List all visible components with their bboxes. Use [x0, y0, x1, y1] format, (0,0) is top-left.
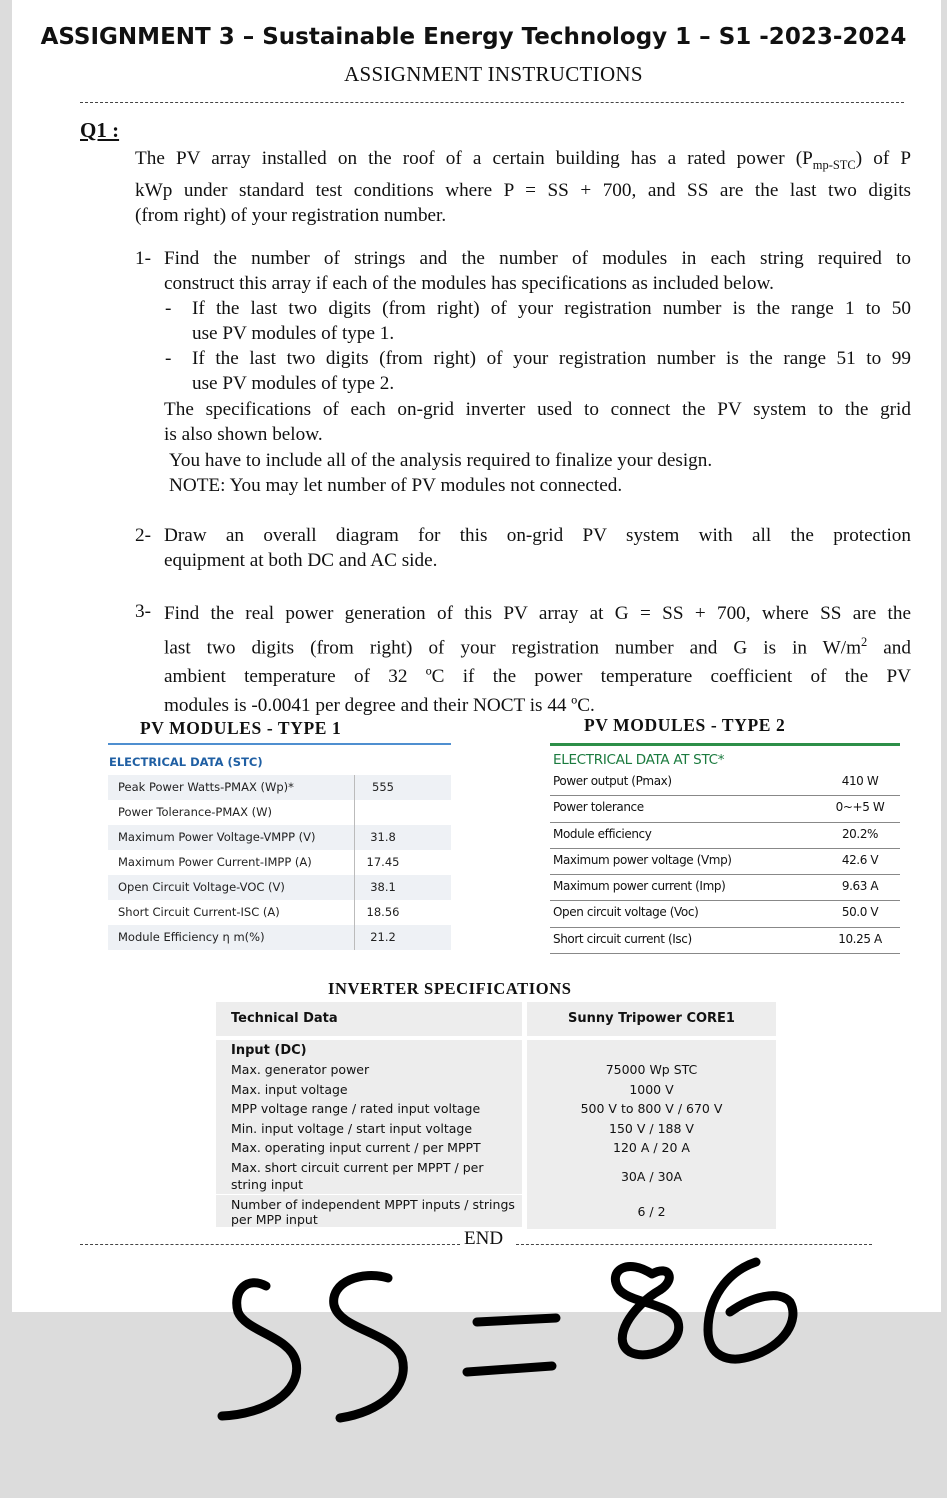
table-row: Open circuit voltage (Voc) 50.0 V	[550, 901, 900, 927]
bullet2-mark: -	[165, 348, 172, 369]
bullet2-text: If the last two digits (from right) of your registration number is the range 51 to 99 use PV modules of type 2.	[192, 348, 911, 394]
table-row: Maximum Power Current-IMPP (A) 17.45	[108, 850, 451, 875]
type2-header: ELECTRICAL DATA AT STC*	[550, 743, 900, 770]
assignment-subtitle: ASSIGNMENT INSTRUCTIONS	[344, 62, 643, 86]
task1-number: 1-	[135, 248, 151, 269]
task3-text: Find the real power generation of this PV array at G = SS + 700, where SS are the last two digits (from right) of your registration number and G is in $W/m^2$ and ambient temperature of 32 ºC if the power temperature coefficient of the PV modules is -0.0041 per degree and their NOCT is 44 ºC.	[164, 603, 911, 717]
type2-title: PV MODULES - TYPE 2	[584, 715, 786, 735]
include-analysis-line: You have to include all of the analysis required to finalize your design.	[169, 450, 713, 471]
bullet1-text: If the last two digits (from right) of your registration number is the range 1 to 50 use PV modules of type 1.	[192, 298, 911, 344]
handwriting-digit-8	[615, 1267, 678, 1355]
question-label: Q1 :	[80, 118, 120, 142]
table-row: Power output (Pmax) 410 W	[550, 770, 900, 796]
task3-number: 3-	[135, 601, 151, 622]
inverter-section-row: Input (DC)	[216, 1040, 776, 1060]
handwriting-digit-6	[708, 1262, 793, 1359]
handwriting-equals-top	[477, 1318, 556, 1322]
table-row: Power Tolerance-PMAX (W)	[108, 800, 451, 825]
table-row: Max. input voltage 1000 V	[216, 1080, 776, 1100]
handwriting-s2-stroke	[334, 1276, 404, 1418]
table-row: Peak Power Watts-PMAX (Wp)* 555	[108, 775, 451, 800]
table-row: MPP voltage range / rated input voltage 500 V to 800 V / 670 V	[216, 1099, 776, 1119]
inverter-header-row: Technical Data Sunny Tripower CORE1	[216, 1002, 776, 1036]
task2-text: Draw an overall diagram for this on-grid PV system with all the protection equipment at both DC and AC side.	[164, 525, 911, 571]
table-row: Min. input voltage / start input voltage 150 V / 188 V	[216, 1119, 776, 1139]
table-row: Max. operating input current / per MPPT 120 A / 20 A	[216, 1138, 776, 1158]
table-row: Maximum power current (Imp) 9.63 A	[550, 875, 900, 901]
inverter-note: The specifications of each on-grid inverter used to connect the PV system to the grid is also shown below.	[164, 399, 911, 445]
table-row: Maximum power voltage (Vmp) 42.6 V	[550, 849, 900, 875]
end-label: END	[464, 1228, 504, 1249]
type1-title: PV MODULES - TYPE 1	[140, 718, 342, 738]
note-line: NOTE: You may let number of PV modules not connected.	[169, 475, 623, 496]
table-row: Maximum Power Voltage-VMPP (V) 31.8	[108, 825, 451, 850]
table-row: Module efficiency 20.2%	[550, 823, 900, 849]
handwriting-s1-stroke	[222, 1283, 297, 1416]
type1-header: ELECTRICAL DATA (STC)	[108, 743, 451, 775]
table-row: Short circuit current (Isc) 10.25 A	[550, 928, 900, 954]
table-row: Max. generator power 75000 Wp STC	[216, 1060, 776, 1080]
assignment-title: ASSIGNMENT 3 – Sustainable Energy Technology 1 – S1 -2023-2024	[40, 24, 907, 50]
handwriting-equals-bottom	[467, 1366, 552, 1372]
task1-text: Find the number of strings and the number of modules in each string required to construct this array if each of the modules has specifications as included below.	[164, 248, 911, 294]
table-row: Short Circuit Current-ISC (A) 18.56	[108, 900, 451, 925]
table-row: Open Circuit Voltage-VOC (V) 38.1	[108, 875, 451, 900]
table-row: Max. short circuit current per MPPT / per string input 30A / 30A	[216, 1158, 776, 1195]
intro-paragraph: The PV array installed on the roof of a certain building has a rated power $(P_{mp-STC})$ of P kWp under standard test conditions where P = SS + 700, and SS are the last two digits (from right) of your registration number.	[135, 148, 911, 226]
inverter-title: INVERTER SPECIFICATIONS	[328, 979, 572, 998]
bullet1-mark: -	[165, 298, 172, 319]
table-row: Number of independent MPPT inputs / strings per MPP input 6 / 2	[216, 1195, 776, 1229]
task2-number: 2-	[135, 525, 151, 546]
table-row: Power tolerance 0~+5 W	[550, 796, 900, 822]
table-row: Module Efficiency η m(%) 21.2	[108, 925, 451, 950]
